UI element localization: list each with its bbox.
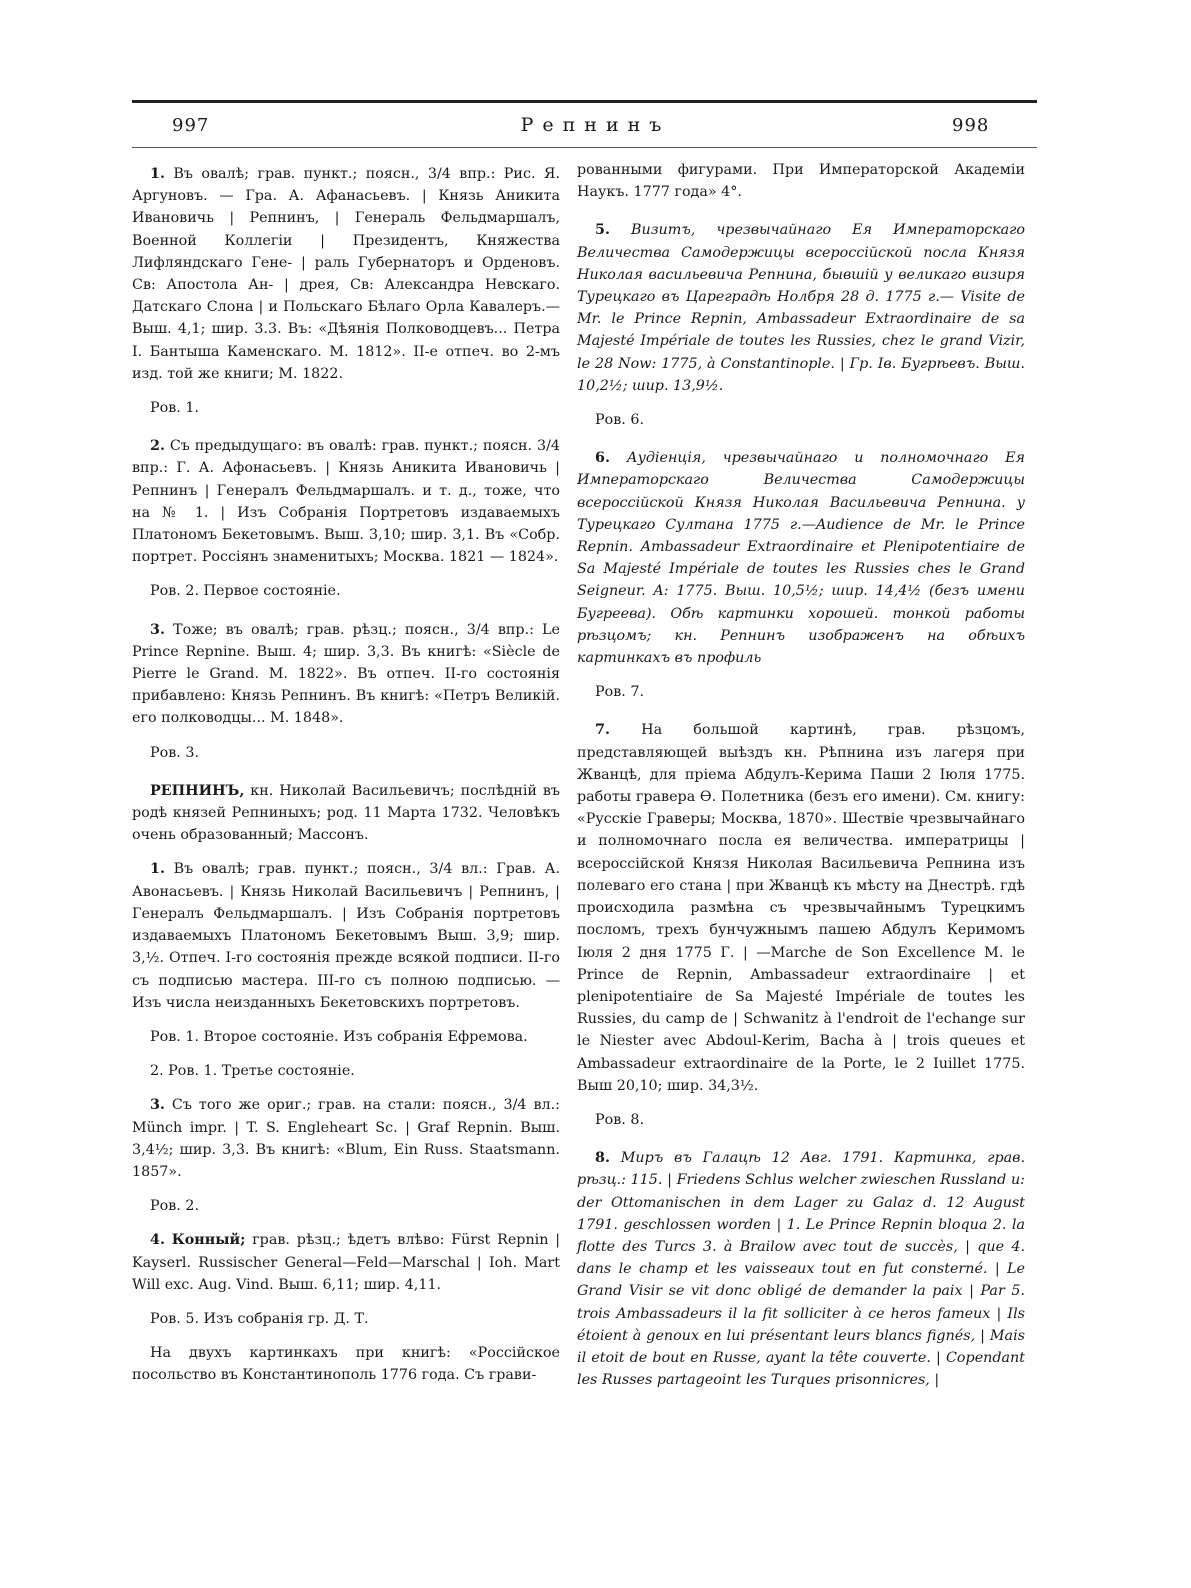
entry-text: На большой картинѣ, грав. рѣзцомъ, представляющей выѣздъ кн. Рѣпнина изъ лагеря при Жванцѣ, для пріема Абдулъ-Керима Паши 2 Iюля 1775. работы гравера Ѳ. Полетника (безъ его имени). См. книгу: «Русскіе Граверы; Москва, 1870». Шествiе чрезвычайнаго и полномочнаго посла ея величества. императрицы | всероссiйской Князя Николая Васильевича Репнина изъ полеваго его стана | при Жванцѣ къ мѣсту на Днестрѣ. гдѣ происходила размѣна съ чрезвычайнымъ Турецкимъ посломъ, трехъ бунчужнымъ пашею Абдулъ Керимомъ Iюля 2 дня 1775 Г. | —Marche de Son Excellence M. le Prince de Repnin, Ambassadeur extraordinaire | et plenipotentiaire de Sa Majesté Impériale de toutes les Russies, du camp de | Schwanitz à l'endroit de l'echange sur le Niester avec Abdoul-Kerim, Bacha à | trois queues et Ambassadeur extraordinaire de la Porte, le 2 Iuillet 1775. Выш 20,10; шир. 34,3½.	[577, 722, 1025, 1094]
page-number-left: 997	[172, 115, 210, 136]
entry-text: Съ предыдущаго: въ овалѣ: грав. пункт.; поясн. 3/4 впр.: Г. А. Афонасьевъ. | Князь Аникита Ивановичь | Репнинъ | Генералъ Фельдмаршалъ. и т. д., тоже, что на № 1. | Изъ Собранія Портретовъ издаваемыхъ Платономъ Бекетовымъ. Выш. 3,10; шир. 3,1. Въ «Собр. портрет. Россіянъ знаменитыхъ; Москва. 1821 — 1824».	[132, 438, 560, 566]
plate-note: Ров. 2.	[150, 1198, 200, 1215]
entry-paragraph	[577, 1147, 1025, 1391]
running-title: Репнинъ	[520, 114, 671, 136]
entry-number: 3.	[150, 621, 165, 638]
entry-paragraph	[132, 435, 560, 568]
entry-text: Съ того же ориг.; грав. на стали: поясн., 3/4 вл.: Münch impr. | T. S. Engleheart Sc. | Graf Repnin. Выш. 3,4½; шир. 3,3. Въ книгѣ: «Blum, Ein Russ. Staatsmann. 1857».	[132, 1097, 560, 1180]
plate-note: Ров. 3.	[150, 744, 200, 761]
entry-number: 1.	[150, 861, 165, 878]
person-heading-paragraph	[132, 780, 560, 847]
plate-note: Ров. 5. Изъ собранія гр. Д. Т.	[150, 1310, 369, 1327]
person-description: кн. Николай Васильевичъ; послѣдній въ родѣ князей Репниныхъ; род. 11 Марта 1732. Человѣкъ очень образованный; Массонъ.	[132, 782, 561, 844]
entry-paragraph	[132, 619, 560, 730]
plate-note: Ров. 1.	[150, 400, 200, 417]
entry-number: 8.	[595, 1150, 610, 1167]
entry-number: 7.	[595, 722, 610, 739]
entry-number: 1.	[150, 166, 165, 182]
continued-paragraph: рованными фигурами. При Императорской Академіи Наукъ. 1777 года» 4°.	[577, 162, 1025, 201]
entry-text: Миръ въ Галацѣ 12 Авг. 1791. Картинка, грав. рѣзц.: 115. | Friedens Schlus welcher zwieschen Russland u: der Ottomanischen in dem Lager zu Galaz d. 12 August 1791. geschlossen worden | 1. Le Prince Repnin bloqua 2. la flotte des Turcs 3. à Brailow avec tout de succès, | que 4. dans le champ et les vaisseaux tout en fut consterné. | Le Grand Visir se vit donc obligé de demander la paix | Par 5. trois Ambassadeurs il la fit solliciter à ce heros fameux | Ils étoient à genoux en lui présentant leurs blancs fignés, | Mais il etoit de bout en Russe, ayant la tête couverte. | Copendant les Russes partageoint les Turques prisonnicres, |	[577, 1150, 1026, 1389]
entry-number: 3.	[150, 1097, 165, 1114]
page-number-right: 998	[952, 115, 990, 136]
plate-note: Ров. 8.	[595, 1111, 645, 1128]
header-rule-bottom	[132, 147, 1037, 148]
entry-paragraph	[132, 1229, 560, 1296]
plate-note: Ров. 6.	[595, 412, 645, 429]
left-column	[132, 163, 560, 1399]
entry-paragraph	[132, 163, 560, 385]
entry-paragraph	[577, 719, 1025, 1096]
entry-text: Аудіенція, чрезвычайнаго и полномочнаго Ея Императорскаго Величества Самодержицы всероссiйской Князя Николая Васильевича Репнина. у Турецкаго Султана 1775 г.—Audience de Mr. le Prince Repnin. Ambassadeur Extraordinaire et Plenipotentiaire de Sa Majesté Impériale de toutes les Russies ches le Grand Seigneur. A: 1775. Выш. 10,5½; шир. 14,4½ (безъ имени Бугреева). Обѣ картинки хорошей. тонкой работы рѣзцомъ; кн. Репнинъ изображенъ на обѣихъ картинкахъ въ профиль	[577, 450, 1025, 667]
right-column	[577, 159, 1025, 1403]
plate-note: 2. Ров. 1. Третье состояніе.	[150, 1063, 355, 1080]
header-rule-top	[132, 100, 1037, 103]
entry-paragraph	[577, 219, 1025, 397]
entry-number: 5.	[595, 222, 610, 239]
person-heading: РЕПНИНЪ,	[150, 782, 245, 799]
entry-number: 6.	[595, 450, 610, 467]
entry-text: Въ овалѣ; грав. пункт.; поясн., 3/4 вл.: Грав. А. Авонасьевъ. | Князь Николай Васильевичъ | Репнинъ, | Генералъ Фельдмаршалъ. | Изъ Собранія портретовъ издаваемыхъ Платономъ Бекетовымъ Выш. 3,9; шир. 3,½. Отпеч. I-го состоянія прежде всякой подписи. II-го съ подписью мастера. III-го съ полною подписью. — Изъ числа неизданныхъ Бекетовскихъ портретовъ.	[132, 861, 560, 1011]
entry-heading: Конный;	[171, 1232, 246, 1249]
entry-number: 4.	[150, 1232, 165, 1249]
entry-number: 2.	[150, 438, 165, 455]
entry-text: Въ овалѣ; грав. пункт.; поясн., 3/4 впр.: Рис. Я. Аргуновъ. — Гра. А. Афанасьевъ. | Князь Аникита Ивановичь | Репнинъ, | Генераль Фельдмаршалъ, Военной Коллегiи | Президентъ, Княжества Лифляндскаго Гене- | раль Губернаторъ и Орденовъ. Св: Апостола Ан- | дрея, Св: Александра Невскаго. Датскаго Слона | и Польскаго Бѣлаго Орла Кавалеръ.—Выш. 4,1; шир. 3.3. Въ: «Дѣянія Полководцевъ... Петра I. Бантыша Каменскаго. М. 1812». II-е отпеч. во 2-мъ изд. той же книги; М. 1822.	[132, 166, 560, 382]
entry-text: Визитъ, чрезвычайнаго Ея Императорскаго Величества Самодержицы всероссiйской посла Князя Николая васильевича Репнина, бывшiй у великаго визиря Турецкаго въ Цареградѣ Нолбря 28 д. 1775 г.— Visite de Mr. le Prince Repnin, Ambassadeur Extraordinaire de sa Majesté Impériale de toutes les Russies, chez le grand Vizir, le 28 Now: 1775, à Constantinople. | Гр. Iв. Бугрѣевъ. Выш. 10,2½; шир. 13,9½.	[577, 222, 1025, 394]
entry-paragraph: На двухъ картинкахъ при книгѣ: «Россійское посольство въ Константинополь 1776 года. Съ грави-	[132, 1345, 560, 1384]
entry-text: Тоже; въ овалѣ; грав. рѣзц.; поясн., 3/4 впр.: Le Prince Repnine. Выш. 4; шир. 3,3. Въ книгѣ: «Siècle de Pierre le Grand. M. 1822». Въ отпеч. II-го состоянія прибавлено: Князь Репнинъ. Въ книгѣ: «Петръ Великій. его полководцы... М. 1848».	[132, 621, 561, 727]
plate-note: Ров. 7.	[595, 684, 645, 701]
entry-paragraph	[132, 1094, 560, 1183]
plate-note: Ров. 1. Второе состояніе. Изъ собранія Ефремова.	[150, 1028, 528, 1045]
entry-paragraph	[132, 858, 560, 1013]
entry-text: грав. рѣзц.; ѣдетъ влѣво: Fürst Repnin | Kayserl. Russischer General—Feld—Marschal | Ioh. Mart Will exc. Aug. Vind. Выш. 6,11; шир. 4,11.	[132, 1232, 561, 1293]
plate-note: Ров. 2. Первое состояніе.	[150, 583, 341, 600]
entry-paragraph	[577, 447, 1025, 669]
